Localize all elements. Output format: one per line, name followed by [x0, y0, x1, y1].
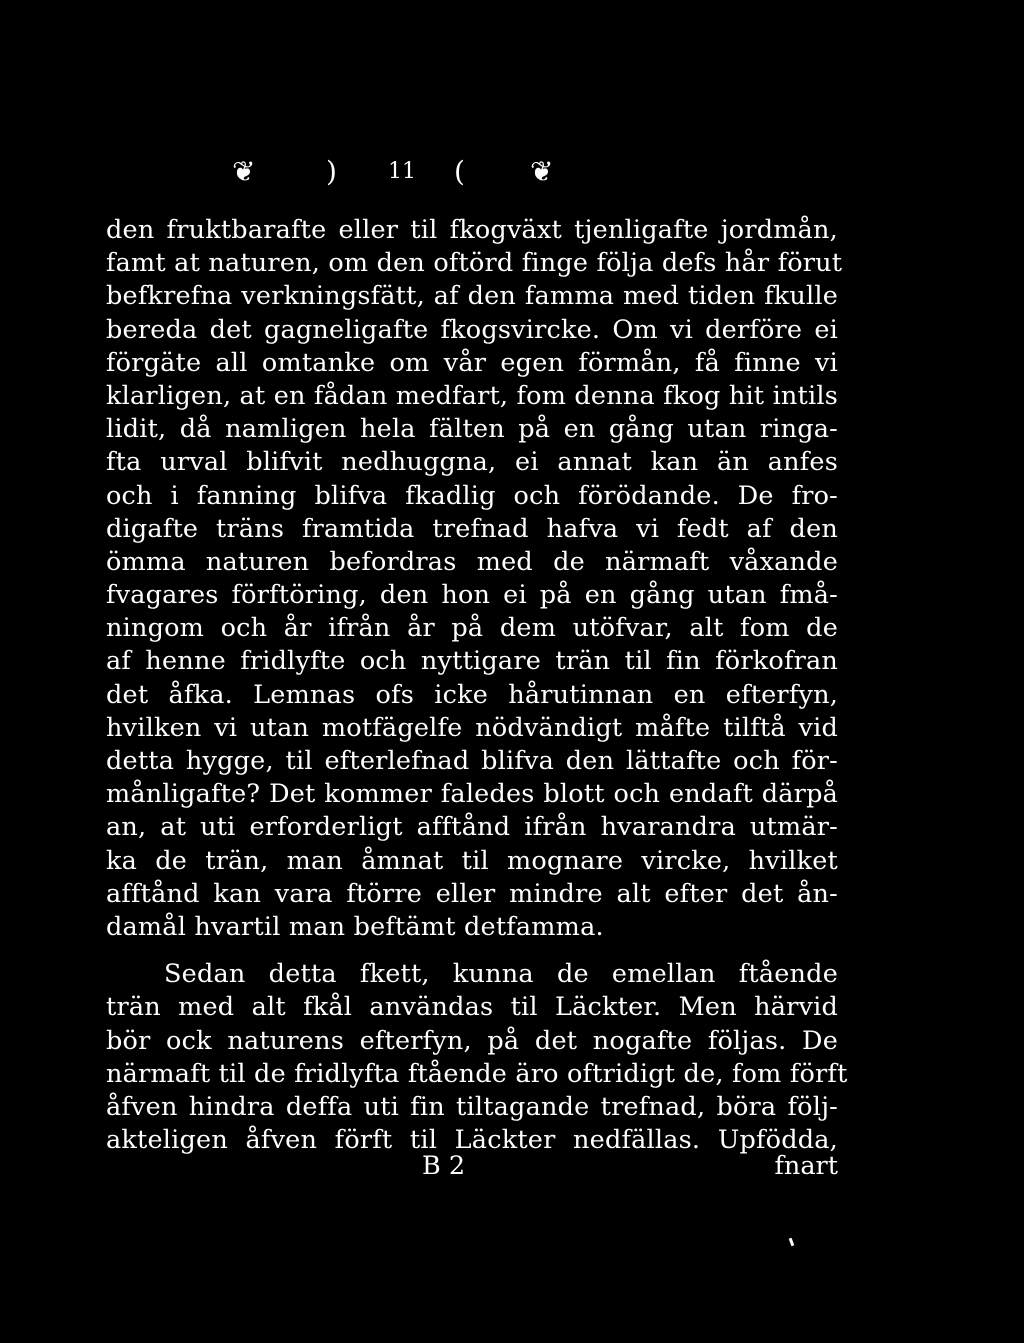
- running-header: [232, 152, 792, 192]
- text-line: digafte träns framtida trefnad hafva vi fedt af den: [106, 513, 838, 544]
- text-line: an, at uti erforderligt afftånd ifrån hvarandra utmär-: [106, 812, 838, 843]
- text-line: detta hygge, til efterlefnad blifva den lättafte och för-: [106, 746, 838, 776]
- ornament-left-icon: ❦: [232, 155, 256, 188]
- text-line: hvilken vi utan motfägelfe nödvändigt måfte tilftå vid: [106, 712, 838, 743]
- text-line: den fruktbarafte eller til fkogväxt tjenligafte jordmån,: [106, 215, 838, 245]
- text-line: Sedan detta fkett, kunna de emellan ftående: [164, 959, 838, 990]
- page-number: 11: [388, 159, 416, 184]
- text-line: ka de trän, man åmnat til mognare vircke, hvilket: [106, 845, 838, 876]
- page-footer: [106, 1150, 838, 1183]
- signature-mark: B 2: [422, 1151, 466, 1181]
- catchword: fnart: [774, 1151, 838, 1181]
- text-line: förgäte all omtanke om vår egen förmån, få finne vi: [106, 347, 838, 378]
- text-line: åfven hindra deffa uti fin tiltagande trefnad, böra följ-: [106, 1091, 838, 1122]
- text-line: afftånd kan vara ftörre eller mindre alt efter det ån-: [106, 878, 838, 909]
- text-line: damål hvartil man beftämt detfamma.: [106, 911, 604, 942]
- header-paren-left: ): [326, 155, 337, 188]
- text-line: akteligen åfven förft til Läckter nedfällas. Upfödda,: [106, 1125, 838, 1156]
- header-paren-right: (: [454, 155, 465, 188]
- text-line: månligafte? Det kommer faledes blott och endaft därpå: [106, 779, 838, 810]
- text-line: lidit, då namligen hela fälten på en gång utan ringa-: [106, 414, 838, 445]
- ornament-right-icon: ❦: [530, 155, 554, 188]
- text-line: det åfka. Lemnas ofs icke hårutinnan en efterfyn,: [106, 679, 838, 710]
- text-line: bereda det gagneligafte fkogsvircke. Om vi derföre ei: [106, 314, 838, 345]
- body-text: [106, 214, 848, 1157]
- text-line: ömma naturen befordras med de närmaft våxande: [106, 546, 838, 577]
- text-line: trän med alt fkål användas til Läckter. Men härvid: [106, 992, 838, 1023]
- stray-mark: [789, 1238, 795, 1247]
- text-line: fvagares förftöring, den hon ei på en gång utan fmå-: [106, 580, 838, 611]
- text-line: bör ock naturens efterfyn, på det nogafte följas. De: [106, 1025, 838, 1056]
- paragraph-2: [106, 958, 848, 1157]
- text-line: ningom och år ifrån år på dem utöfvar, alt fom de: [106, 613, 838, 644]
- text-line: fta urval blifvit nedhuggna, ei annat kan än anfes: [106, 447, 838, 478]
- text-line: klarligen, at en fådan medfart, fom denna fkog hit intils: [106, 380, 838, 411]
- text-line: och i fanning blifva fkadlig och förödande. De fro-: [106, 480, 838, 511]
- text-line: famt at naturen, om den oftörd finge följa defs hår förut: [106, 248, 843, 279]
- paragraph-gap: [106, 944, 838, 958]
- text-line: närmaft til de fridlyfta ftående äro oftridigt de, fom förft: [106, 1058, 848, 1089]
- paragraph-1: [106, 214, 843, 944]
- text-line: befkrefna verkningsfätt, af den famma med tiden fkulle: [106, 281, 838, 312]
- text-line: af henne fridlyfte och nyttigare trän til fin förkofran: [106, 646, 838, 677]
